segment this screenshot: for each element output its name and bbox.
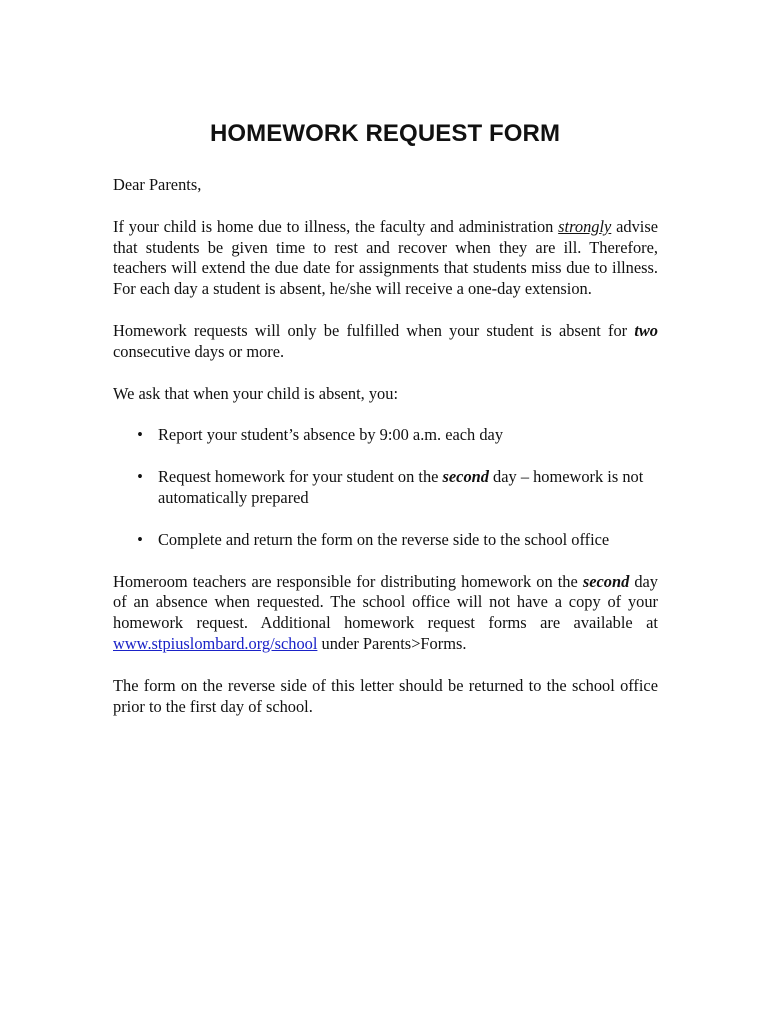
two-emphasis: two [634, 320, 658, 340]
reverse-form-paragraph: The form on the reverse side of this letter should be returned to the school office prior to the first day of school. [113, 675, 658, 716]
strongly-emphasis: strongly [558, 216, 612, 236]
requests-text-start: Homework requests will only be fulfilled when your student is absent for [113, 320, 635, 340]
illness-text-end: advise that students be given time to rest and recover when they are ill. Therefore, teachers will extend the due date for assignments that students miss due to illness. For each day a student is absent, he/she will receive a one-day extension. [113, 216, 658, 299]
ask-paragraph: We ask that when your child is absent, you: [113, 383, 399, 403]
bullet-icon: • [137, 425, 143, 445]
list-item [113, 530, 658, 551]
list-item [113, 467, 658, 509]
requests-paragraph [113, 321, 658, 363]
requests-text-end: consecutive days or more. [113, 341, 285, 361]
homeroom-text-middle: day of an absence when requested. The school office will not have a copy of your homework request. Additional homework request forms are available at [113, 571, 658, 633]
second-emphasis: second [442, 467, 489, 487]
page-title: HOMEWORK REQUEST FORM [209, 120, 561, 147]
list-item [113, 425, 658, 446]
homeroom-text-end: under Parents>Forms. [317, 633, 467, 653]
list-item-text: Complete and return the form on the reverse side to the school office [158, 529, 610, 549]
second-emphasis: second [582, 571, 630, 591]
illness-text-start: If your child is home due to illness, the faculty and administration [113, 216, 559, 236]
greeting: Dear Parents, [113, 175, 202, 194]
homeroom-text-start: Homeroom teachers are responsible for distributing homework on the [113, 571, 583, 591]
bullet-icon: • [137, 467, 143, 487]
bullet-icon: • [137, 529, 143, 549]
list-item-text-end: day – homework is not automatically prepared [158, 467, 644, 507]
illness-paragraph [113, 217, 658, 300]
school-website-link[interactable]: www.stpiuslombard.org/school [113, 633, 318, 653]
list-item-text-start: Request homework for your student on the [158, 467, 443, 487]
list-item-text: Report your student’s absence by 9:00 a.m. each day [158, 425, 504, 445]
letter-body [113, 175, 658, 738]
instructions-list [113, 425, 658, 550]
homeroom-paragraph [113, 572, 658, 655]
